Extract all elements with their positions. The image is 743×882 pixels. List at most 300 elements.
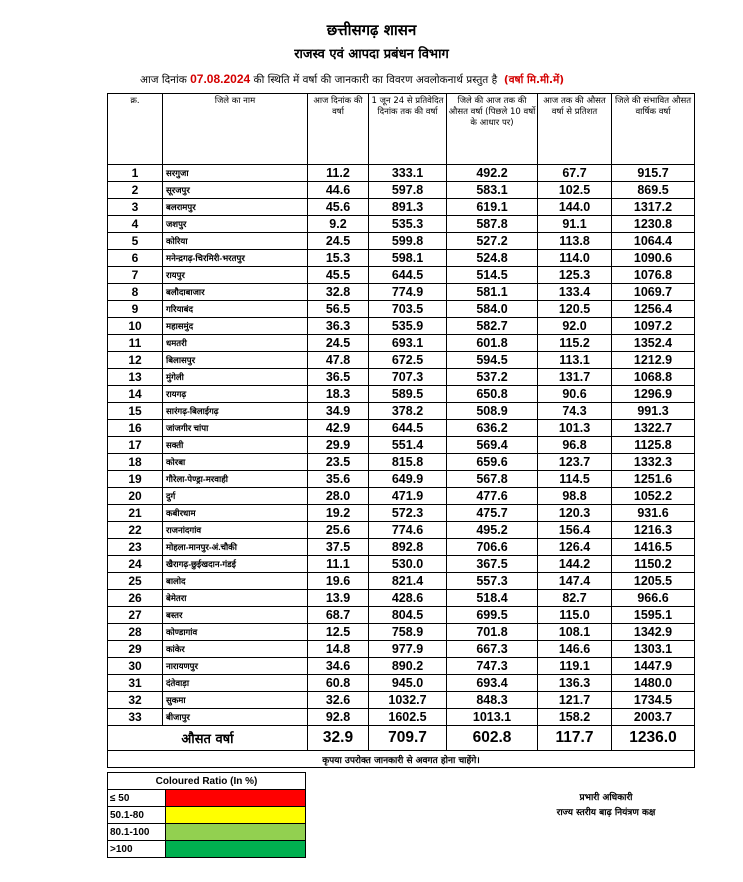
percent-cell: 121.7 <box>538 692 612 709</box>
serial-cell: 10 <box>108 318 163 335</box>
today-rain-cell: 9.2 <box>308 216 369 233</box>
page-title: छत्तीसगढ़ शासन <box>326 21 417 39</box>
percent-cell: 113.8 <box>538 233 612 250</box>
today-rain-cell: 24.5 <box>308 233 369 250</box>
serial-cell: 14 <box>108 386 163 403</box>
percent-cell: 133.4 <box>538 284 612 301</box>
cumulative-rain-cell: 804.5 <box>369 607 447 624</box>
cumulative-rain-cell: 815.8 <box>369 454 447 471</box>
annual-rain-cell: 1352.4 <box>612 335 695 352</box>
serial-cell: 16 <box>108 420 163 437</box>
annual-rain-cell: 1150.2 <box>612 556 695 573</box>
percent-cell: 114.5 <box>538 471 612 488</box>
serial-cell: 31 <box>108 675 163 692</box>
average-percent: 117.7 <box>538 726 612 751</box>
district-name-cell: कांकेर <box>163 641 308 658</box>
average-annual: 1236.0 <box>612 726 695 751</box>
serial-cell: 19 <box>108 471 163 488</box>
district-name-cell: कोरबा <box>163 454 308 471</box>
today-rain-cell: 32.8 <box>308 284 369 301</box>
serial-cell: 4 <box>108 216 163 233</box>
serial-cell: 2 <box>108 182 163 199</box>
subtitle-suffix: की स्थिति में वर्षा की जानकारी का विवरण अवलोकनार्थ प्रस्तुत है <box>253 74 498 86</box>
annual-rain-cell: 1052.2 <box>612 488 695 505</box>
table-row <box>108 318 695 335</box>
district-name-cell: बलरामपुर <box>163 199 308 216</box>
average-normal: 602.8 <box>447 726 538 751</box>
today-rain-cell: 19.2 <box>308 505 369 522</box>
serial-cell: 22 <box>108 522 163 539</box>
serial-cell: 17 <box>108 437 163 454</box>
legend-label: 50.1-80 <box>108 807 166 824</box>
percent-cell: 96.8 <box>538 437 612 454</box>
average-rain-cell: 581.1 <box>447 284 538 301</box>
serial-cell: 24 <box>108 556 163 573</box>
today-rain-cell: 29.9 <box>308 437 369 454</box>
annual-rain-cell: 869.5 <box>612 182 695 199</box>
average-rain-cell: 527.2 <box>447 233 538 250</box>
serial-cell: 1 <box>108 165 163 182</box>
annual-rain-cell: 1212.9 <box>612 352 695 369</box>
today-rain-cell: 11.1 <box>308 556 369 573</box>
district-name-cell: सूरजपुर <box>163 182 308 199</box>
report-date: 07.08.2024 <box>190 72 251 86</box>
average-rain-cell: 701.8 <box>447 624 538 641</box>
serial-cell: 13 <box>108 369 163 386</box>
table-row <box>108 505 695 522</box>
district-name-cell: मनेन्द्रगढ़-चिरमिरी-भरतपुर <box>163 250 308 267</box>
table-row <box>108 471 695 488</box>
col-header-average-rain: जिले की आज तक की औसत वर्षा (पिछले 10 वर्षो के आधार पर) <box>447 94 538 165</box>
average-row <box>108 726 695 751</box>
percent-cell: 147.4 <box>538 573 612 590</box>
percent-cell: 115.0 <box>538 607 612 624</box>
today-rain-cell: 56.5 <box>308 301 369 318</box>
district-name-cell: मोहला-मानपुर-अं.चौकी <box>163 539 308 556</box>
average-rain-cell: 537.2 <box>447 369 538 386</box>
legend-label: ≤ 50 <box>108 790 166 807</box>
cumulative-rain-cell: 589.5 <box>369 386 447 403</box>
serial-cell: 23 <box>108 539 163 556</box>
table-row <box>108 369 695 386</box>
color-legend <box>107 772 306 858</box>
annual-rain-cell: 966.6 <box>612 590 695 607</box>
table-row <box>108 199 695 216</box>
serial-cell: 15 <box>108 403 163 420</box>
average-rain-cell: 567.8 <box>447 471 538 488</box>
serial-cell: 30 <box>108 658 163 675</box>
percent-cell: 120.3 <box>538 505 612 522</box>
cumulative-rain-cell: 598.1 <box>369 250 447 267</box>
today-rain-cell: 14.8 <box>308 641 369 658</box>
average-rain-cell: 477.6 <box>447 488 538 505</box>
percent-cell: 114.0 <box>538 250 612 267</box>
today-rain-cell: 36.5 <box>308 369 369 386</box>
average-cumulative: 709.7 <box>369 726 447 751</box>
col-header-today-rain: आज दिनांक की वर्षा <box>308 94 369 165</box>
legend-item <box>108 807 306 824</box>
table-row <box>108 352 695 369</box>
note-text: कृपया उपरोक्त जानकारी से अवगत होना चाहेंगे। <box>108 751 695 768</box>
table-row <box>108 301 695 318</box>
legend-label: 80.1-100 <box>108 824 166 841</box>
note-row <box>108 751 695 768</box>
average-rain-cell: 557.3 <box>447 573 538 590</box>
annual-rain-cell: 1069.7 <box>612 284 695 301</box>
today-rain-cell: 25.6 <box>308 522 369 539</box>
today-rain-cell: 92.8 <box>308 709 369 726</box>
cumulative-rain-cell: 644.5 <box>369 267 447 284</box>
today-rain-cell: 36.3 <box>308 318 369 335</box>
table-row <box>108 658 695 675</box>
average-rain-cell: 693.4 <box>447 675 538 692</box>
average-rain-cell: 582.7 <box>447 318 538 335</box>
average-rain-cell: 619.1 <box>447 199 538 216</box>
average-rain-cell: 706.6 <box>447 539 538 556</box>
table-row <box>108 182 695 199</box>
average-rain-cell: 1013.1 <box>447 709 538 726</box>
annual-rain-cell: 1125.8 <box>612 437 695 454</box>
legend-item <box>108 790 306 807</box>
table-row <box>108 556 695 573</box>
table-row <box>108 216 695 233</box>
serial-cell: 5 <box>108 233 163 250</box>
serial-cell: 28 <box>108 624 163 641</box>
table-row <box>108 522 695 539</box>
serial-cell: 21 <box>108 505 163 522</box>
today-rain-cell: 68.7 <box>308 607 369 624</box>
cumulative-rain-cell: 1032.7 <box>369 692 447 709</box>
serial-cell: 33 <box>108 709 163 726</box>
percent-cell: 131.7 <box>538 369 612 386</box>
annual-rain-cell: 931.6 <box>612 505 695 522</box>
district-name-cell: जांजगीर चांपा <box>163 420 308 437</box>
annual-rain-cell: 1317.2 <box>612 199 695 216</box>
today-rain-cell: 37.5 <box>308 539 369 556</box>
percent-cell: 119.1 <box>538 658 612 675</box>
average-rain-cell: 367.5 <box>447 556 538 573</box>
district-name-cell: दंतेवाड़ा <box>163 675 308 692</box>
table-row <box>108 607 695 624</box>
legend-item <box>108 824 306 841</box>
annual-rain-cell: 1251.6 <box>612 471 695 488</box>
average-rain-cell: 514.5 <box>447 267 538 284</box>
today-rain-cell: 19.6 <box>308 573 369 590</box>
serial-cell: 8 <box>108 284 163 301</box>
table-row <box>108 420 695 437</box>
today-rain-cell: 45.5 <box>308 267 369 284</box>
average-rain-cell: 636.2 <box>447 420 538 437</box>
annual-rain-cell: 1447.9 <box>612 658 695 675</box>
today-rain-cell: 24.5 <box>308 335 369 352</box>
percent-cell: 82.7 <box>538 590 612 607</box>
annual-rain-cell: 1064.4 <box>612 233 695 250</box>
district-name-cell: गरियाबंद <box>163 301 308 318</box>
district-name-cell: बिलासपुर <box>163 352 308 369</box>
district-name-cell: राजनांदगांव <box>163 522 308 539</box>
percent-cell: 115.2 <box>538 335 612 352</box>
cumulative-rain-cell: 530.0 <box>369 556 447 573</box>
percent-cell: 74.3 <box>538 403 612 420</box>
average-rain-cell: 601.8 <box>447 335 538 352</box>
district-name-cell: बालोद <box>163 573 308 590</box>
cumulative-rain-cell: 428.6 <box>369 590 447 607</box>
unit-label: (वर्षा मि.मी.में) <box>503 74 565 86</box>
district-name-cell: खैरागढ़-छुईखदान-गंडई <box>163 556 308 573</box>
district-name-cell: कोण्डागांव <box>163 624 308 641</box>
average-rain-cell: 583.1 <box>447 182 538 199</box>
average-rain-cell: 848.3 <box>447 692 538 709</box>
annual-rain-cell: 2003.7 <box>612 709 695 726</box>
annual-rain-cell: 1076.8 <box>612 267 695 284</box>
legend-swatch-green <box>166 841 306 858</box>
cumulative-rain-cell: 707.3 <box>369 369 447 386</box>
average-rain-cell: 594.5 <box>447 352 538 369</box>
annual-rain-cell: 1068.8 <box>612 369 695 386</box>
average-rain-cell: 495.2 <box>447 522 538 539</box>
today-rain-cell: 11.2 <box>308 165 369 182</box>
cumulative-rain-cell: 599.8 <box>369 233 447 250</box>
cumulative-rain-cell: 977.9 <box>369 641 447 658</box>
district-name-cell: बेमेतरा <box>163 590 308 607</box>
percent-cell: 98.8 <box>538 488 612 505</box>
col-header-annual: जिले की संभावित औसत वार्षिक वर्षा <box>612 94 695 165</box>
table-header-row <box>108 94 695 165</box>
table-row <box>108 590 695 607</box>
legend-item <box>108 841 306 858</box>
col-header-district: जिले का नाम <box>163 94 308 165</box>
today-rain-cell: 12.5 <box>308 624 369 641</box>
district-name-cell: सुकमा <box>163 692 308 709</box>
cumulative-rain-cell: 572.3 <box>369 505 447 522</box>
cumulative-rain-cell: 892.8 <box>369 539 447 556</box>
legend-swatch-light-green <box>166 824 306 841</box>
average-rain-cell: 747.3 <box>447 658 538 675</box>
district-name-cell: कबीरधाम <box>163 505 308 522</box>
cumulative-rain-cell: 551.4 <box>369 437 447 454</box>
average-today: 32.9 <box>308 726 369 751</box>
cumulative-rain-cell: 693.1 <box>369 335 447 352</box>
cumulative-rain-cell: 758.9 <box>369 624 447 641</box>
annual-rain-cell: 1216.3 <box>612 522 695 539</box>
cumulative-rain-cell: 774.9 <box>369 284 447 301</box>
serial-cell: 7 <box>108 267 163 284</box>
annual-rain-cell: 1090.6 <box>612 250 695 267</box>
table-row <box>108 675 695 692</box>
serial-cell: 32 <box>108 692 163 709</box>
district-name-cell: गौरेला-पेण्ड्रा-मरवाही <box>163 471 308 488</box>
cumulative-rain-cell: 535.9 <box>369 318 447 335</box>
today-rain-cell: 18.3 <box>308 386 369 403</box>
serial-cell: 6 <box>108 250 163 267</box>
table-row <box>108 284 695 301</box>
cumulative-rain-cell: 890.2 <box>369 658 447 675</box>
report-subtitle <box>140 72 564 87</box>
table-row <box>108 624 695 641</box>
serial-cell: 18 <box>108 454 163 471</box>
percent-cell: 125.3 <box>538 267 612 284</box>
today-rain-cell: 60.8 <box>308 675 369 692</box>
cumulative-rain-cell: 945.0 <box>369 675 447 692</box>
col-header-serial: क्र. <box>108 94 163 165</box>
today-rain-cell: 44.6 <box>308 182 369 199</box>
officer-title: प्रभारी अधिकारी <box>579 793 633 803</box>
table-row <box>108 641 695 658</box>
average-rain-cell: 650.8 <box>447 386 538 403</box>
serial-cell: 27 <box>108 607 163 624</box>
percent-cell: 91.1 <box>538 216 612 233</box>
average-label: औसत वर्षा <box>108 726 308 751</box>
annual-rain-cell: 1256.4 <box>612 301 695 318</box>
percent-cell: 101.3 <box>538 420 612 437</box>
district-name-cell: नारायणपुर <box>163 658 308 675</box>
annual-rain-cell: 1342.9 <box>612 624 695 641</box>
today-rain-cell: 23.5 <box>308 454 369 471</box>
serial-cell: 12 <box>108 352 163 369</box>
percent-cell: 90.6 <box>538 386 612 403</box>
district-name-cell: मुंगेली <box>163 369 308 386</box>
annual-rain-cell: 1205.5 <box>612 573 695 590</box>
table-row <box>108 165 695 182</box>
annual-rain-cell: 1097.2 <box>612 318 695 335</box>
average-rain-cell: 524.8 <box>447 250 538 267</box>
district-name-cell: दुर्ग <box>163 488 308 505</box>
percent-cell: 144.0 <box>538 199 612 216</box>
serial-cell: 11 <box>108 335 163 352</box>
percent-cell: 156.4 <box>538 522 612 539</box>
serial-cell: 25 <box>108 573 163 590</box>
table-row <box>108 335 695 352</box>
today-rain-cell: 34.9 <box>308 403 369 420</box>
cumulative-rain-cell: 597.8 <box>369 182 447 199</box>
percent-cell: 108.1 <box>538 624 612 641</box>
percent-cell: 120.5 <box>538 301 612 318</box>
table-row <box>108 386 695 403</box>
today-rain-cell: 47.8 <box>308 352 369 369</box>
percent-cell: 123.7 <box>538 454 612 471</box>
department-name: राजस्व एवं आपदा प्रबंधन विभाग <box>294 47 449 62</box>
signature-block <box>536 791 676 821</box>
rainfall-table <box>107 93 695 768</box>
col-header-percent: आज तक की औसत वर्षा से प्रतिशत <box>538 94 612 165</box>
cumulative-rain-cell: 535.3 <box>369 216 447 233</box>
annual-rain-cell: 915.7 <box>612 165 695 182</box>
average-rain-cell: 475.7 <box>447 505 538 522</box>
table-row <box>108 233 695 250</box>
table-row <box>108 454 695 471</box>
col-header-cumulative-rain: 1 जून 24 से प्रतिवेदित दिनांक तक की वर्षा <box>369 94 447 165</box>
percent-cell: 144.2 <box>538 556 612 573</box>
annual-rain-cell: 1230.8 <box>612 216 695 233</box>
cumulative-rain-cell: 333.1 <box>369 165 447 182</box>
today-rain-cell: 45.6 <box>308 199 369 216</box>
annual-rain-cell: 1416.5 <box>612 539 695 556</box>
average-rain-cell: 584.0 <box>447 301 538 318</box>
today-rain-cell: 15.3 <box>308 250 369 267</box>
table-row <box>108 488 695 505</box>
cumulative-rain-cell: 672.5 <box>369 352 447 369</box>
percent-cell: 158.2 <box>538 709 612 726</box>
cumulative-rain-cell: 471.9 <box>369 488 447 505</box>
serial-cell: 29 <box>108 641 163 658</box>
annual-rain-cell: 1296.9 <box>612 386 695 403</box>
district-name-cell: सक्ती <box>163 437 308 454</box>
district-name-cell: जशपुर <box>163 216 308 233</box>
district-name-cell: रायगढ़ <box>163 386 308 403</box>
table-row <box>108 539 695 556</box>
subtitle-prefix: आज दिनांक <box>140 74 187 86</box>
table-row <box>108 437 695 454</box>
annual-rain-cell: 1322.7 <box>612 420 695 437</box>
district-name-cell: सरगुजा <box>163 165 308 182</box>
annual-rain-cell: 1734.5 <box>612 692 695 709</box>
cumulative-rain-cell: 644.5 <box>369 420 447 437</box>
average-rain-cell: 508.9 <box>447 403 538 420</box>
district-name-cell: महासमुंद <box>163 318 308 335</box>
legend-label: >100 <box>108 841 166 858</box>
serial-cell: 20 <box>108 488 163 505</box>
average-rain-cell: 569.4 <box>447 437 538 454</box>
percent-cell: 126.4 <box>538 539 612 556</box>
district-name-cell: रायपुर <box>163 267 308 284</box>
table-row <box>108 709 695 726</box>
today-rain-cell: 34.6 <box>308 658 369 675</box>
percent-cell: 113.1 <box>538 352 612 369</box>
district-name-cell: धमतरी <box>163 335 308 352</box>
district-name-cell: कोरिया <box>163 233 308 250</box>
annual-rain-cell: 1595.1 <box>612 607 695 624</box>
district-name-cell: बीजापुर <box>163 709 308 726</box>
today-rain-cell: 42.9 <box>308 420 369 437</box>
percent-cell: 67.7 <box>538 165 612 182</box>
district-name-cell: बलौदाबाजार <box>163 284 308 301</box>
cumulative-rain-cell: 774.6 <box>369 522 447 539</box>
average-rain-cell: 667.3 <box>447 641 538 658</box>
percent-cell: 146.6 <box>538 641 612 658</box>
cumulative-rain-cell: 891.3 <box>369 199 447 216</box>
average-rain-cell: 587.8 <box>447 216 538 233</box>
average-rain-cell: 699.5 <box>447 607 538 624</box>
annual-rain-cell: 991.3 <box>612 403 695 420</box>
percent-cell: 92.0 <box>538 318 612 335</box>
legend-swatch-yellow <box>166 807 306 824</box>
percent-cell: 136.3 <box>538 675 612 692</box>
legend-swatch-red <box>166 790 306 807</box>
average-rain-cell: 659.6 <box>447 454 538 471</box>
table-row <box>108 403 695 420</box>
district-name-cell: बस्तर <box>163 607 308 624</box>
serial-cell: 3 <box>108 199 163 216</box>
table-row <box>108 250 695 267</box>
average-rain-cell: 492.2 <box>447 165 538 182</box>
average-rain-cell: 518.4 <box>447 590 538 607</box>
today-rain-cell: 35.6 <box>308 471 369 488</box>
annual-rain-cell: 1332.3 <box>612 454 695 471</box>
officer-office: राज्य स्तरीय बाढ़ नियंत्रण कक्ष <box>556 808 656 818</box>
today-rain-cell: 28.0 <box>308 488 369 505</box>
annual-rain-cell: 1303.1 <box>612 641 695 658</box>
table-row <box>108 573 695 590</box>
cumulative-rain-cell: 378.2 <box>369 403 447 420</box>
cumulative-rain-cell: 1602.5 <box>369 709 447 726</box>
serial-cell: 9 <box>108 301 163 318</box>
annual-rain-cell: 1480.0 <box>612 675 695 692</box>
cumulative-rain-cell: 703.5 <box>369 301 447 318</box>
district-name-cell: सारंगढ़-बिलाईगढ़ <box>163 403 308 420</box>
cumulative-rain-cell: 821.4 <box>369 573 447 590</box>
table-row <box>108 692 695 709</box>
today-rain-cell: 32.6 <box>308 692 369 709</box>
